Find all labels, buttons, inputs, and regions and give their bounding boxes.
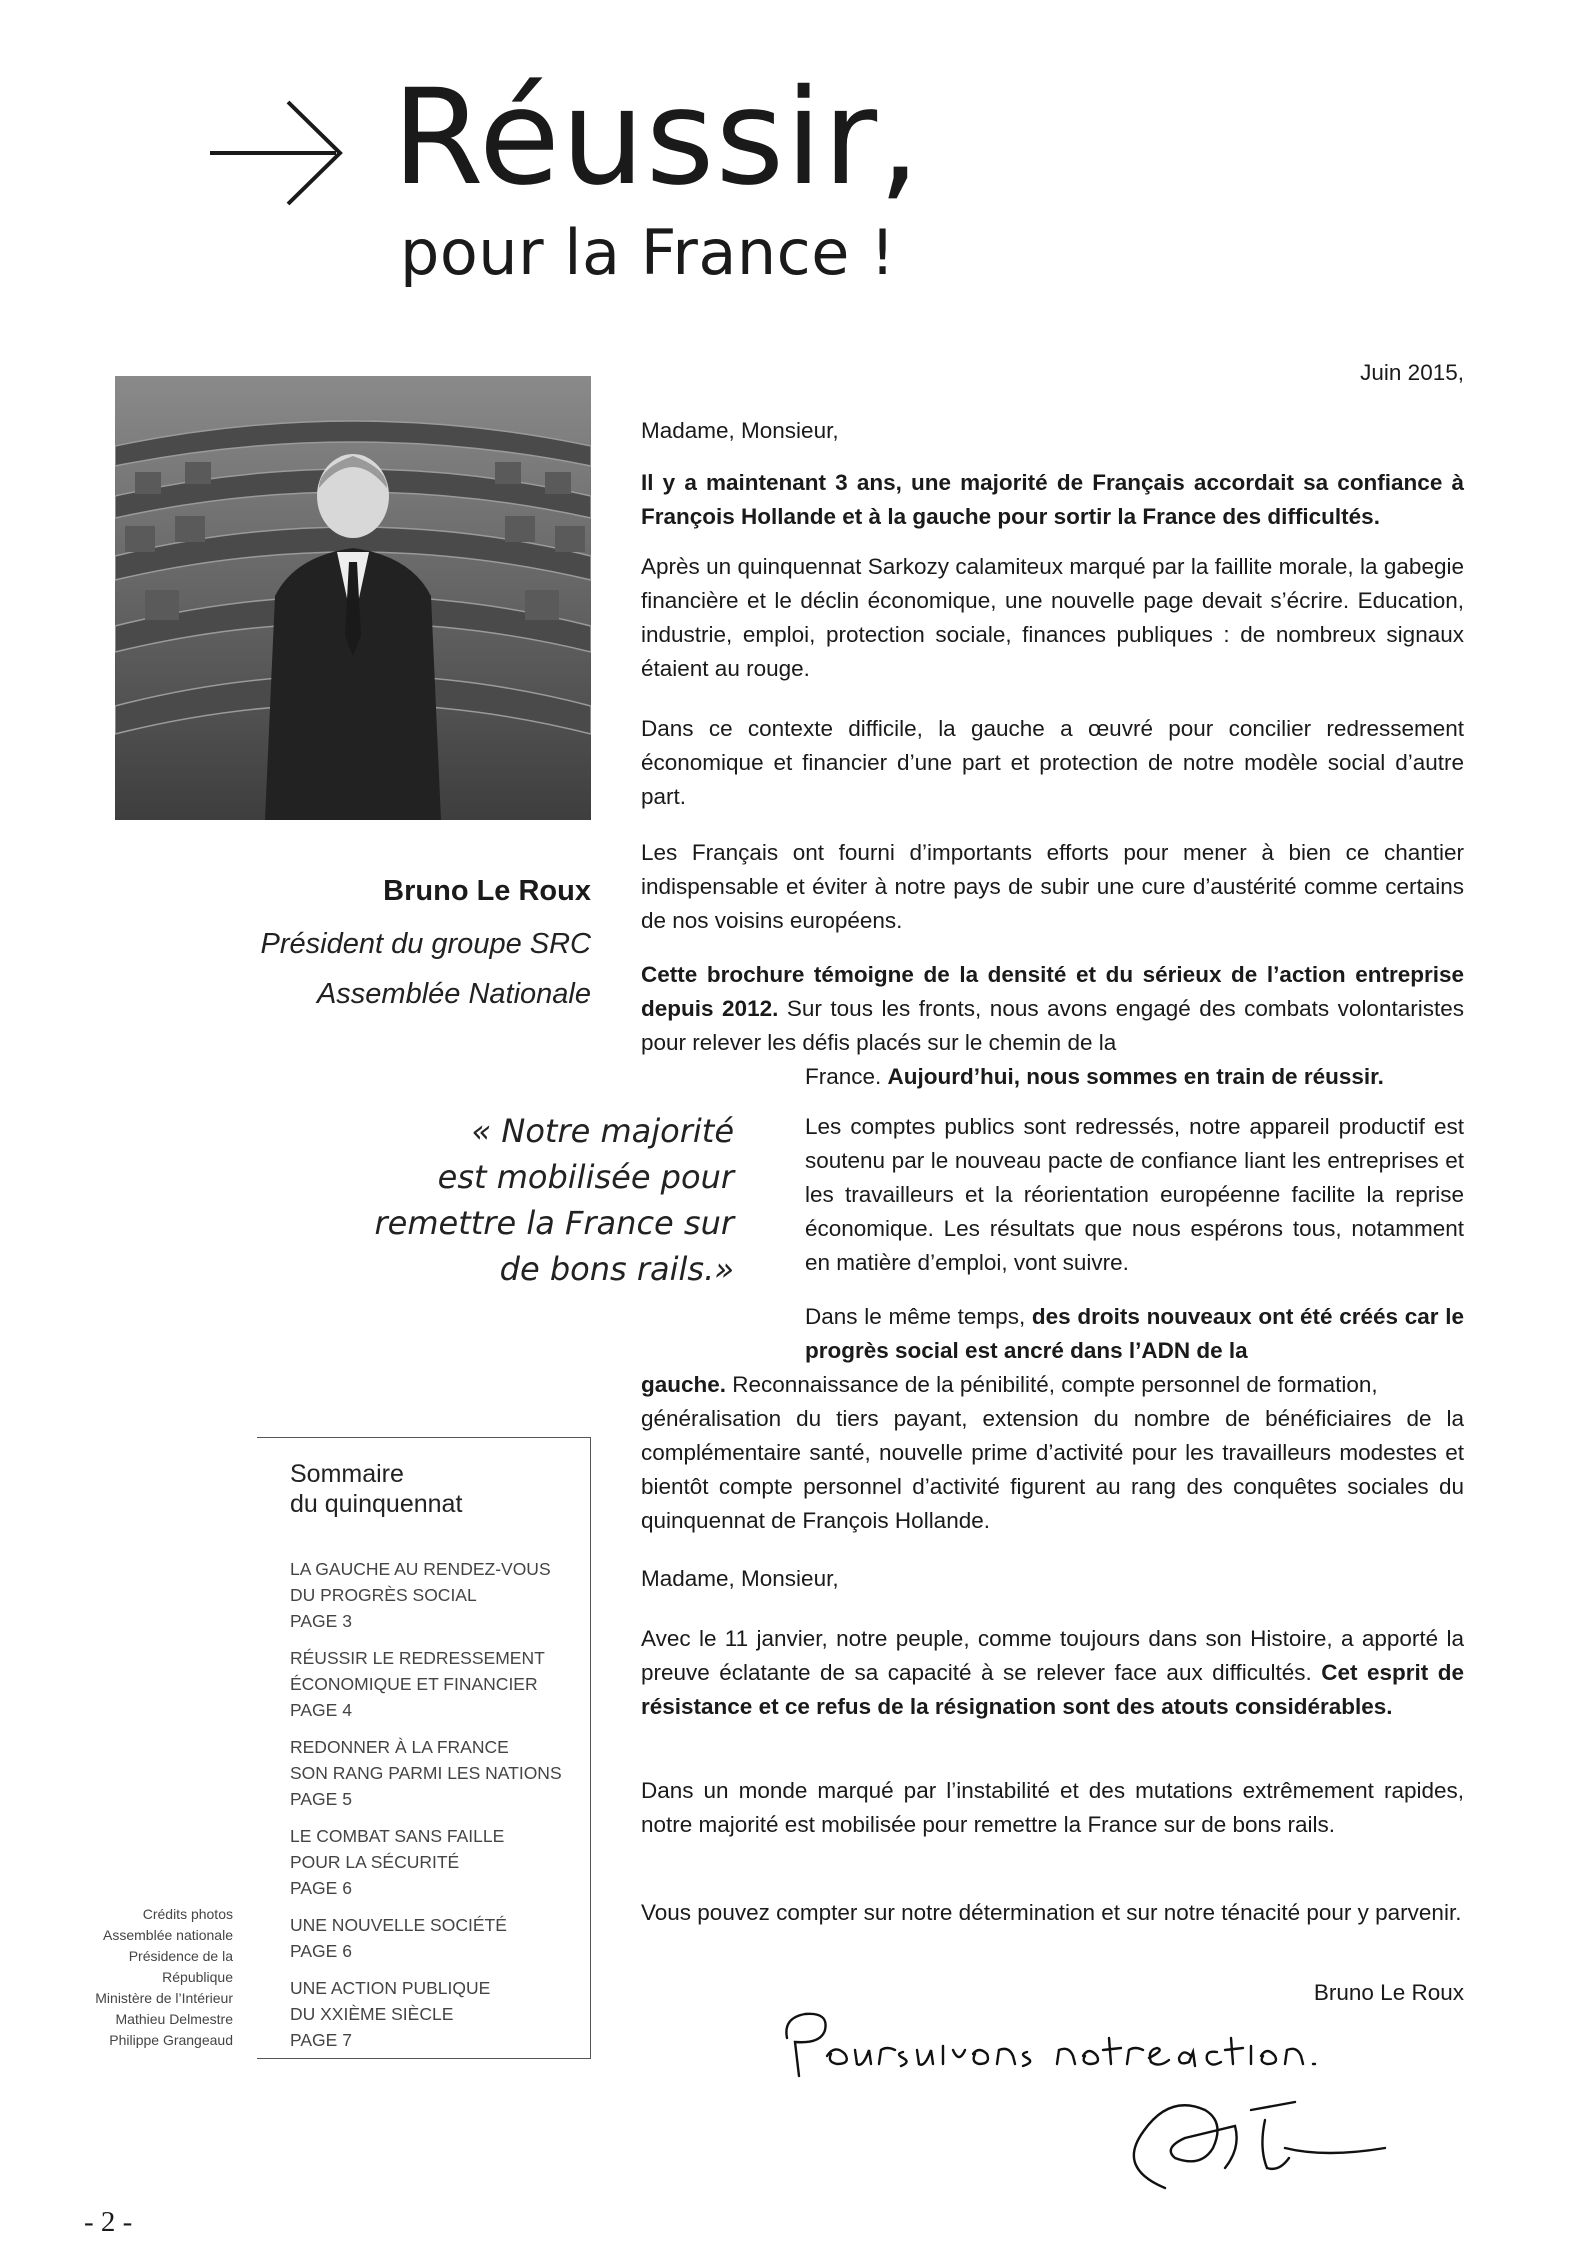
paragraph-intro: Il y a maintenant 3 ans, une majorité de Français accordait sa confiance à François Hollande et à la gauche pour sortir la France des difficultés. xyxy=(641,470,1464,529)
page-subtitle: pour la France ! xyxy=(400,216,896,289)
summary-item: DU PROGRÈS SOCIAL xyxy=(290,1585,477,1605)
paragraph: généralisation du tiers payant, extension du nombre de bénéficiaires de la complémentaire santé, nouvelle prime d’activité pour les travailleurs modestes et bientôt compte personnel d’activité figurent au rang des conquêtes sociales du quinquennat de François Hollande. xyxy=(641,1406,1464,1533)
text: Dans le même temps, xyxy=(805,1304,1032,1329)
text: France. xyxy=(805,1064,888,1089)
photo-credits: Assemblée nationale xyxy=(103,1927,233,1943)
bold-text: Cette brochure témoigne de la densité et du sérieux de l’action entreprise depuis 2012. xyxy=(641,962,1464,1021)
handwritten-signature xyxy=(765,1998,1445,2198)
paragraph-resistance xyxy=(641,1622,1464,1724)
arrow-icon xyxy=(208,98,348,208)
quote-line: remettre la France sur xyxy=(374,1204,734,1242)
paragraph: Après un quinquennat Sarkozy calamiteux marqué par la faillite morale, la gabegie financière et le déclin économique, une nouvelle page devait s’écrire. Education, industrie, emploi, protection sociale, finances publiques : de nombreux signaux étaient au rouge. xyxy=(641,554,1464,681)
photo-credits: Mathieu Delmestre xyxy=(115,2011,233,2027)
summary-item: UNE NOUVELLE SOCIÉTÉ xyxy=(290,1915,507,1935)
text: Avec le 11 janvier, notre peuple, comme toujours dans son Histoire, a apporté la preuve éclatante de sa capacité à se relever face aux difficultés. xyxy=(641,1626,1464,1685)
letter-date: Juin 2015, xyxy=(1360,360,1464,385)
paragraph: Dans ce contexte difficile, la gauche a œuvré pour concilier redressement économique et financier d’une part et protection de notre modèle social d’autre part. xyxy=(641,716,1464,809)
quote-line: est mobilisée pour xyxy=(437,1158,734,1196)
paragraph-line xyxy=(641,1368,1378,1402)
summary-item: POUR LA SÉCURITÉ xyxy=(290,1852,460,1872)
bold-text: Aujourd’hui, nous sommes en train de réussir. xyxy=(887,1064,1384,1089)
summary-item: UNE ACTION PUBLIQUE xyxy=(290,1978,491,1998)
quote-line: de bons rails.» xyxy=(499,1250,734,1288)
portrait-photo xyxy=(115,376,591,820)
page-title: Réussir, xyxy=(392,61,922,215)
bold-text: des droits nouveaux ont été créés car le progrès social est ancré dans l’ADN de la xyxy=(805,1304,1465,1363)
quote-line: « Notre majorité xyxy=(471,1112,734,1150)
summary-item: RÉUSSIR LE REDRESSEMENT xyxy=(290,1648,545,1668)
summary-page: PAGE 6 xyxy=(290,1941,352,1961)
author-role: Président du groupe SRC xyxy=(260,928,591,960)
text: Sur tous les fronts, nous avons engagé des combats volontaristes pour relever les défis placés sur le chemin de la xyxy=(641,996,1464,1055)
summary-page: PAGE 7 xyxy=(290,2030,352,2050)
summary-page: PAGE 4 xyxy=(290,1700,352,1720)
photo-credits: Ministère de l’Intérieur xyxy=(95,1990,233,2006)
summary-item: LE COMBAT SANS FAILLE xyxy=(290,1826,505,1846)
photo-credits: Présidence de la xyxy=(128,1948,233,1964)
summary-page: PAGE 6 xyxy=(290,1878,352,1898)
author-institution: Assemblée Nationale xyxy=(316,978,591,1010)
text: Reconnaissance de la pénibilité, compte personnel de formation, xyxy=(726,1372,1378,1397)
summary-title: Sommaire xyxy=(290,1460,404,1488)
summary-title: du quinquennat xyxy=(290,1490,463,1518)
paragraph-brochure xyxy=(641,958,1464,1060)
author-name: Bruno Le Roux xyxy=(383,875,591,907)
salutation: Madame, Monsieur, xyxy=(641,418,839,443)
paragraph: Vous pouvez compter sur notre détermination et sur notre ténacité pour y parvenir. xyxy=(641,1900,1462,1925)
photo-credits: République xyxy=(162,1969,233,1985)
paragraph-tail xyxy=(805,1060,1384,1094)
paragraph: Dans un monde marqué par l’instabilité et des mutations extrêmement rapides, notre majorité est mobilisée pour remettre la France sur de bons rails. xyxy=(641,1778,1464,1837)
paragraph: Les Français ont fourni d’importants efforts pour mener à bien ce chantier indispensable et éviter à notre pays de subir une cure d’austérité comme certains de nos voisins européens. xyxy=(641,840,1464,933)
paragraph: Les comptes publics sont redressés, notre appareil productif est soutenu par le nouveau pacte de confiance liant les entreprises et les travailleurs et la réorientation européenne facilite la reprise économique. Les résultats que nous espérons tous, notamment en matière d’emploi, vont suivre. xyxy=(805,1114,1464,1275)
summary-item: DU XXIÈME SIÈCLE xyxy=(290,2004,454,2024)
salutation: Madame, Monsieur, xyxy=(641,1566,839,1591)
summary-page: PAGE 5 xyxy=(290,1789,352,1809)
signoff-name: Bruno Le Roux xyxy=(1313,1980,1464,2005)
photo-credits: Crédits photos xyxy=(142,1906,233,1922)
summary-item: REDONNER À LA FRANCE xyxy=(290,1737,509,1757)
page-number: - 2 - xyxy=(84,2206,133,2238)
bold-text: Cet esprit de résistance et ce refus de la résignation sont des atouts considérables. xyxy=(641,1660,1464,1719)
summary-item: ÉCONOMIQUE ET FINANCIER xyxy=(290,1674,538,1694)
summary-item: LA GAUCHE AU RENDEZ-VOUS xyxy=(290,1559,551,1579)
paragraph-rights xyxy=(805,1300,1464,1368)
summary-item: SON RANG PARMI LES NATIONS xyxy=(290,1763,562,1783)
summary-page: PAGE 3 xyxy=(290,1611,352,1631)
bold-text: gauche. xyxy=(641,1372,727,1397)
photo-credits: Philippe Grangeaud xyxy=(109,2032,233,2048)
